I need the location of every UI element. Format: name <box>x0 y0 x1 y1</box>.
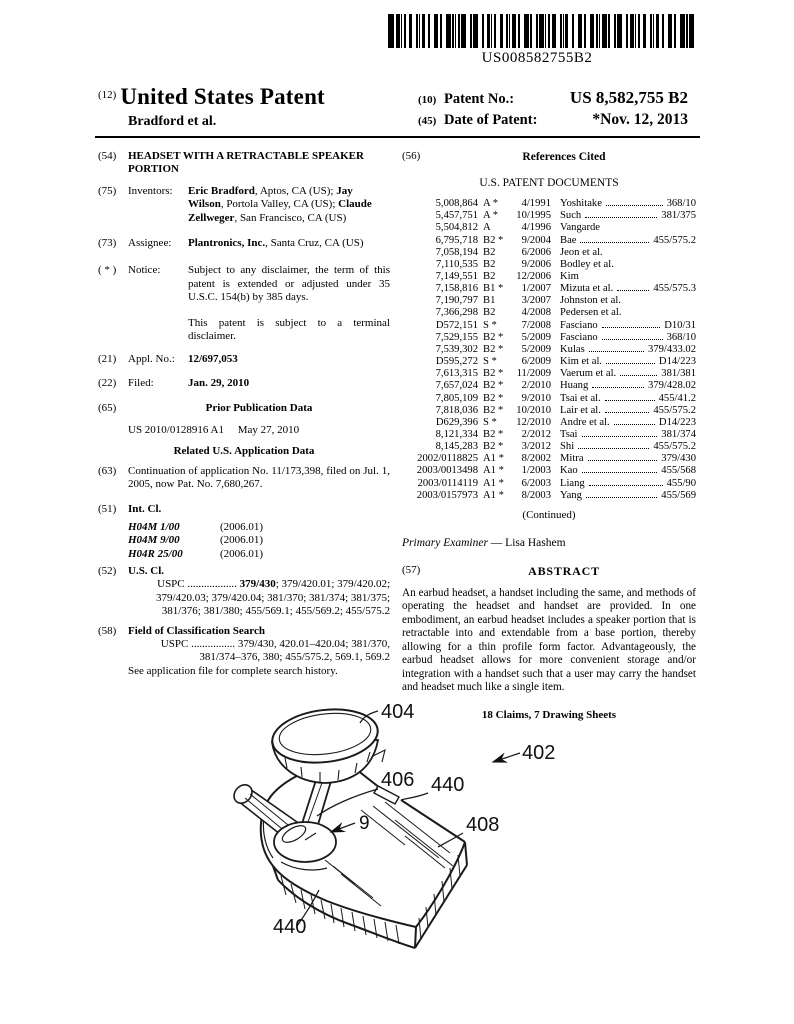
section-field-search <box>98 625 390 679</box>
ref-kind-code: S * <box>483 416 497 428</box>
ref-date: 9/2010 <box>521 392 551 404</box>
assignee-location: , Santa Cruz, CA (US) <box>265 237 364 250</box>
ref-kind-code: B2 * <box>483 392 504 404</box>
ref-inventor-name: Kao <box>560 465 578 477</box>
ref-inventor-name: Mitra <box>560 453 584 465</box>
dot-leader <box>588 460 658 461</box>
ref-inventor-name: Shi <box>560 441 575 453</box>
reference-row <box>402 259 696 271</box>
prior-pub-entry <box>98 424 390 437</box>
dot-leader <box>580 242 649 243</box>
ref-date: 10/2010 <box>516 404 551 416</box>
ref-class: 455/575.3 <box>653 283 696 295</box>
dot-leader <box>620 375 657 376</box>
ref-patent-number: 2003/0013498 <box>416 465 478 477</box>
ref-date: 5/2009 <box>521 343 551 355</box>
field-code: (73) <box>98 237 117 250</box>
reference-row <box>402 478 696 490</box>
ref-numeral-406: 406 <box>381 769 415 791</box>
ref-class: 381/381 <box>661 368 696 380</box>
ref-date: 12/2006 <box>516 270 551 282</box>
inventors-value <box>188 185 390 225</box>
int-cl-row <box>128 534 390 547</box>
us-cl-title: U.S. Cl. <box>128 564 165 577</box>
ref-class: D14/223 <box>658 416 696 428</box>
reference-row <box>402 465 696 477</box>
reference-row <box>402 235 696 247</box>
ref-patent-number: 7,805,109 <box>435 392 478 404</box>
ref-class: D14/223 <box>658 356 696 368</box>
ref-inventor-name: Kim <box>560 270 579 282</box>
prior-pub-title: Prior Publication Data <box>205 402 313 415</box>
ref-kind-code: A1 * <box>483 477 504 489</box>
notice-label: Notice: <box>128 264 161 277</box>
ref-kind-code: B2 * <box>483 404 504 416</box>
field-code: (51) <box>98 503 117 516</box>
ref-inventor-name: Kim et al. <box>560 356 603 368</box>
dot-leader-text: .................. <box>187 578 237 591</box>
reference-row <box>402 295 696 307</box>
header-divider <box>95 136 700 138</box>
ref-patent-number: 5,504,812 <box>435 222 478 234</box>
notice-text-2: This patent is subject to a terminal disclaimer. <box>188 316 390 343</box>
field-code: (57) <box>402 564 421 577</box>
section-us-cl <box>98 565 390 619</box>
reference-row <box>402 490 696 502</box>
patent-no-value: US 8,582,755 B2 <box>569 88 688 107</box>
ref-kind-code: A * <box>483 210 499 222</box>
ref-inventor-name: Fasciano <box>560 319 598 331</box>
reference-row <box>402 380 696 392</box>
ref-patent-number: D595,272 <box>435 356 478 368</box>
ref-patent-number: 5,008,864 <box>435 198 478 210</box>
section-appl-no <box>98 353 390 366</box>
uspc-other-classes: ; 379/420.01; 379/420.02; 379/420.03; 379/420.04; 381/370; 381/374; 381/375; 381/376; 381/380; 455/569.1; 455/569.2; 455/575.2 <box>155 578 390 618</box>
reference-row <box>402 283 696 295</box>
ref-date: 9/2004 <box>521 234 551 246</box>
ref-kind-code: B2 <box>483 307 496 319</box>
ref-date: 3/2012 <box>521 441 551 453</box>
dot-leader <box>605 412 649 413</box>
dot-leader <box>585 217 657 218</box>
inventor-name: Eric Bradford <box>188 184 255 197</box>
ref-date: 9/2006 <box>521 258 551 270</box>
assignee-label: Assignee: <box>128 237 172 250</box>
dot-leader <box>606 205 663 206</box>
section-title <box>98 150 390 177</box>
ref-date: 10/1995 <box>516 210 551 222</box>
related-data-title: Related U.S. Application Data <box>173 445 315 458</box>
dot-leader <box>602 339 663 340</box>
int-cl-title: Int. Cl. <box>128 503 162 516</box>
field-code: ( * ) <box>98 264 117 277</box>
ref-patent-number: 7,158,816 <box>435 283 478 295</box>
appl-no-value: 12/697,053 <box>188 353 238 366</box>
section-int-cl <box>98 503 390 561</box>
ref-class: 368/10 <box>666 331 696 343</box>
references-subtitle: U.S. PATENT DOCUMENTS <box>479 177 619 190</box>
filed-value: Jan. 29, 2010 <box>188 376 250 389</box>
ref-patent-number: 7,818,036 <box>435 404 478 416</box>
ref-numeral-402: 402 <box>522 742 556 764</box>
int-cl-row <box>128 521 390 534</box>
int-cl-code: H04M 9/00 <box>128 534 180 547</box>
dot-leader <box>582 472 658 473</box>
inventor-location: , Aptos, CA (US); <box>254 184 337 197</box>
ref-patent-number: 7,110,535 <box>436 258 478 270</box>
left-column <box>98 150 390 678</box>
field-search-note: See application file for complete search history. <box>128 664 338 677</box>
ref-inventor-name: Yoshitake <box>560 198 602 210</box>
inventor-name: Jay Wilson <box>188 184 353 211</box>
ref-kind-code: B1 <box>483 295 496 307</box>
barcode-image <box>388 14 694 48</box>
ref-patent-number: 7,366,298 <box>435 307 478 319</box>
field-code: (75) <box>98 184 117 197</box>
continuation-text: Continuation of application No. 11/173,398, filed on Jul. 1, 2005, now Pat. No. 7,680,267. <box>128 464 390 490</box>
ref-kind-code: A <box>483 222 491 234</box>
ref-kind-code: A1 * <box>483 453 504 465</box>
ref-kind-code: B2 * <box>483 343 504 355</box>
inventor-location: , Portola Valley, CA (US); <box>220 198 339 211</box>
inventors-label: Inventors: <box>128 184 173 197</box>
fcs-label: USPC <box>160 637 189 650</box>
field-code: (56) <box>402 150 421 162</box>
ref-inventor-name: Andre et al. <box>560 416 610 428</box>
side-hatch-lines <box>281 855 460 944</box>
ref-inventor-name: Jeon et al. <box>560 246 603 258</box>
ref-patent-number: D629,396 <box>435 416 478 428</box>
ref-numeral-404: 404 <box>381 701 415 723</box>
ref-patent-number: 7,529,155 <box>435 331 478 343</box>
dot-leader <box>586 497 657 498</box>
reference-row <box>402 344 696 356</box>
field-code: (22) <box>98 376 117 389</box>
ref-kind-code: B2 * <box>483 441 504 453</box>
top-face-shading <box>325 802 453 906</box>
ref-class: 455/41.2 <box>658 392 696 404</box>
primary-examiner-line <box>402 536 696 550</box>
reference-row <box>402 210 696 222</box>
patent-drawing <box>215 690 585 982</box>
field-code: (52) <box>98 564 117 577</box>
ref-inventor-name: Fasciano <box>560 331 598 343</box>
ref-patent-number: 5,457,751 <box>435 210 478 222</box>
ref-inventor-name: Pedersen et al. <box>560 307 622 319</box>
ref-numeral-9: 9 <box>359 813 370 834</box>
ref-patent-number: 8,145,283 <box>435 441 478 453</box>
dot-leader <box>617 290 649 291</box>
patent-no-field-code: (10) <box>418 94 437 106</box>
patent-no-label: Patent No.: <box>444 91 515 107</box>
assignee-name: Plantronics, Inc. <box>188 237 266 250</box>
dot-leader <box>589 485 663 486</box>
ref-class: 368/10 <box>666 198 696 210</box>
int-cl-version: (2006.01) <box>220 547 264 560</box>
field-code: (58) <box>98 624 117 637</box>
ref-inventor-name: Liang <box>560 477 585 489</box>
ref-kind-code: B1 * <box>483 283 504 295</box>
section-continuation <box>98 465 390 492</box>
ref-inventor-name: Vaerum et al. <box>560 368 617 380</box>
patent-author: Bradford et al. <box>128 114 217 129</box>
ref-patent-number: 7,657,024 <box>435 380 478 392</box>
ref-patent-number: 2002/0118825 <box>417 453 478 465</box>
examiner-name: — Lisa Hashem <box>487 537 566 550</box>
ref-patent-number: 7,058,194 <box>435 246 478 258</box>
reference-row <box>402 356 696 368</box>
ref-kind-code: B2 <box>483 246 496 258</box>
int-cl-version: (2006.01) <box>220 520 264 533</box>
ref-date: 1/2007 <box>521 283 551 295</box>
section-prior-pub <box>98 402 390 415</box>
ref-class: D10/31 <box>664 319 696 331</box>
ref-inventor-name: Bodley et al. <box>560 258 614 270</box>
abstract-text: An earbud headset, a handset including the same, and methods of operating the headset and handset are provided. In one embodiment, an earbud headset includes a speaker portion that is retractable into and extendable from a base portion, thereby allowing for a thin profile form factor. Advantageously, the earbud headset allows for more convenient storage and/or integration with a handset such that a user may carry the handset and headset much like a single item. <box>402 586 696 694</box>
notice-text: Subject to any disclaimer, the term of this patent is extended or adjusted under 35 U.S.C. 154(b) by 385 days. <box>188 264 390 304</box>
field-search-classes <box>128 638 390 665</box>
barcode-text: US008582755B2 <box>481 50 593 66</box>
pub-date: May 27, 2010 <box>237 423 300 436</box>
dot-leader <box>606 363 655 364</box>
date-label: Date of Patent: <box>444 112 538 128</box>
reference-row <box>402 453 696 465</box>
ref-inventor-name: Tsai <box>560 429 578 440</box>
ref-class: 381/375 <box>661 210 696 222</box>
ref-kind-code: B2 <box>483 270 496 282</box>
ref-date: 11/2009 <box>516 368 551 380</box>
field-code: (21) <box>98 353 117 366</box>
ref-class: 381/374 <box>661 429 696 440</box>
kind-code-number: (12) <box>98 89 117 101</box>
section-filed <box>98 377 390 390</box>
ref-inventor-name: Mizuta et al. <box>560 283 614 295</box>
section-assignee <box>98 237 390 250</box>
ref-patent-number: 7,190,797 <box>435 295 478 307</box>
ref-inventor-name: Kulas <box>560 343 585 355</box>
continued-note: (Continued) <box>522 508 576 521</box>
ref-date: 5/2009 <box>521 331 551 343</box>
inventor-name: Claude Zellweger <box>188 198 372 224</box>
ref-class: 455/569 <box>661 489 696 501</box>
ref-date: 8/2002 <box>521 453 551 465</box>
ref-kind-code: B2 * <box>483 380 504 392</box>
claims-line: 18 Claims, 7 Drawing Sheets <box>481 709 617 722</box>
ref-class: 379/430 <box>661 453 696 465</box>
references-table <box>402 198 696 502</box>
ref-class: 379/428.02 <box>648 380 696 392</box>
reference-row <box>402 332 696 344</box>
field-code: (63) <box>98 464 117 477</box>
ref-inventor-name: Vangarde <box>560 222 601 234</box>
reference-row <box>402 320 696 332</box>
ref-class: 455/568 <box>661 465 696 477</box>
ref-numeral-440-bottom: 440 <box>273 916 307 938</box>
ref-class: 455/575.2 <box>653 234 696 246</box>
dot-leader <box>602 327 661 328</box>
ref-patent-number: 2003/0157973 <box>416 489 478 501</box>
ref-date: 2/2012 <box>521 429 551 440</box>
ref-inventor-name: Such <box>560 210 582 222</box>
ref-date: 1/2003 <box>521 465 551 477</box>
ref-date: 7/2008 <box>521 319 551 331</box>
dot-leader-text: ................ <box>191 637 236 650</box>
uspc-primary-class: 379/430 <box>239 578 276 591</box>
ref-date: 6/2003 <box>521 477 551 489</box>
reference-row <box>402 393 696 405</box>
ref-class: 379/433.02 <box>648 343 696 355</box>
int-cl-row <box>128 548 390 561</box>
ref-date: 6/2009 <box>521 356 551 368</box>
ref-date: 6/2006 <box>521 246 551 258</box>
abstract-title: ABSTRACT <box>528 564 600 579</box>
reference-row <box>402 271 696 283</box>
dot-leader <box>582 436 658 437</box>
invention-title: HEADSET WITH A RETRACTABLE SPEAKER PORTION <box>128 150 364 176</box>
ref-patent-number: 8,121,334 <box>435 429 478 440</box>
ref-kind-code: A1 * <box>483 465 504 477</box>
int-cl-code: H04R 25/00 <box>128 547 183 560</box>
ref-patent-number: 7,149,551 <box>435 270 478 282</box>
ref-numeral-408: 408 <box>466 814 500 836</box>
right-column <box>402 150 696 723</box>
ref-date: 12/2010 <box>516 416 551 428</box>
pub-number: US 2010/0128916 A1 <box>128 423 224 436</box>
ref-date: 4/2008 <box>521 307 551 319</box>
ref-kind-code: B2 * <box>483 234 504 246</box>
ref-class: 455/575.2 <box>653 404 696 416</box>
field-search-title: Field of Classification Search <box>128 624 265 637</box>
intcl-list <box>128 521 390 561</box>
pivot-boss <box>274 822 336 862</box>
date-field-code: (45) <box>418 115 437 127</box>
fcs-classes: 379/430, 420.01–420.04; 381/370, 381/374–376, 380; 455/575.2, 569.1, 569.2 <box>199 637 390 664</box>
date-value: *Nov. 12, 2013 <box>592 111 688 128</box>
ref-date: 4/1991 <box>521 198 551 210</box>
ref-date: 2/2010 <box>521 380 551 392</box>
reference-row <box>402 417 696 429</box>
dot-leader <box>614 424 655 425</box>
ref-numeral-440-top: 440 <box>431 774 465 796</box>
filed-label: Filed: <box>128 376 154 389</box>
references-title: References Cited <box>522 151 606 163</box>
section-notice <box>98 264 390 343</box>
ref-kind-code: B2 <box>483 258 496 270</box>
reference-row <box>402 429 696 441</box>
int-cl-version: (2006.01) <box>220 534 264 547</box>
ref-patent-number: D572,151 <box>435 319 478 331</box>
ref-date: 8/2003 <box>521 489 551 501</box>
page-title: United States Patent <box>120 84 325 109</box>
examiner-label: Primary Examiner <box>402 537 488 550</box>
ref-inventor-name: Yang <box>560 489 582 501</box>
ref-class: 455/575.2 <box>653 441 696 453</box>
dot-leader <box>605 400 655 401</box>
section-references <box>402 150 696 164</box>
reference-row <box>402 307 696 319</box>
reference-row <box>402 247 696 259</box>
uspc-classes <box>128 578 390 618</box>
section-inventors <box>98 185 390 225</box>
ref-kind-code: B2 * <box>483 429 504 440</box>
appl-no-label: Appl. No.: <box>128 353 175 366</box>
dot-leader <box>589 351 644 352</box>
header-right <box>418 88 688 132</box>
dot-leader <box>592 387 644 388</box>
ref-kind-code: B2 * <box>483 368 504 380</box>
ref-kind-code: S * <box>483 319 497 331</box>
ref-kind-code: A1 * <box>483 489 504 501</box>
inventor-location: , San Francisco, CA (US) <box>234 211 347 224</box>
ref-patent-number: 2003/0114119 <box>417 477 478 489</box>
ref-patent-number: 7,613,315 <box>435 368 478 380</box>
ref-date: 3/2007 <box>521 295 551 307</box>
ref-kind-code: B2 * <box>483 331 504 343</box>
ref-class: 455/90 <box>666 477 696 489</box>
ref-inventor-name: Bae <box>560 234 577 246</box>
reference-row <box>402 441 696 453</box>
ref-inventor-name: Tsai et al. <box>560 392 601 404</box>
ref-patent-number: 6,795,718 <box>435 234 478 246</box>
ref-kind-code: S * <box>483 356 497 368</box>
ref-inventor-name: Huang <box>560 380 589 392</box>
header-left <box>98 84 325 110</box>
section-abstract <box>402 564 696 579</box>
ref-patent-number: 7,539,302 <box>435 343 478 355</box>
int-cl-code: H04M 1/00 <box>128 520 180 533</box>
uspc-label: USPC <box>157 578 185 591</box>
field-code: (65) <box>98 402 117 415</box>
reference-row <box>402 222 696 234</box>
reference-row <box>402 368 696 380</box>
reference-row <box>402 405 696 417</box>
ref-date: 4/1996 <box>521 222 551 234</box>
dot-leader <box>578 448 649 449</box>
field-code: (54) <box>98 150 117 162</box>
ref-kind-code: A * <box>483 198 499 210</box>
ref-inventor-name: Lair et al. <box>560 404 601 416</box>
ref-inventor-name: Johnston et al. <box>560 295 621 307</box>
reference-row <box>402 198 696 210</box>
